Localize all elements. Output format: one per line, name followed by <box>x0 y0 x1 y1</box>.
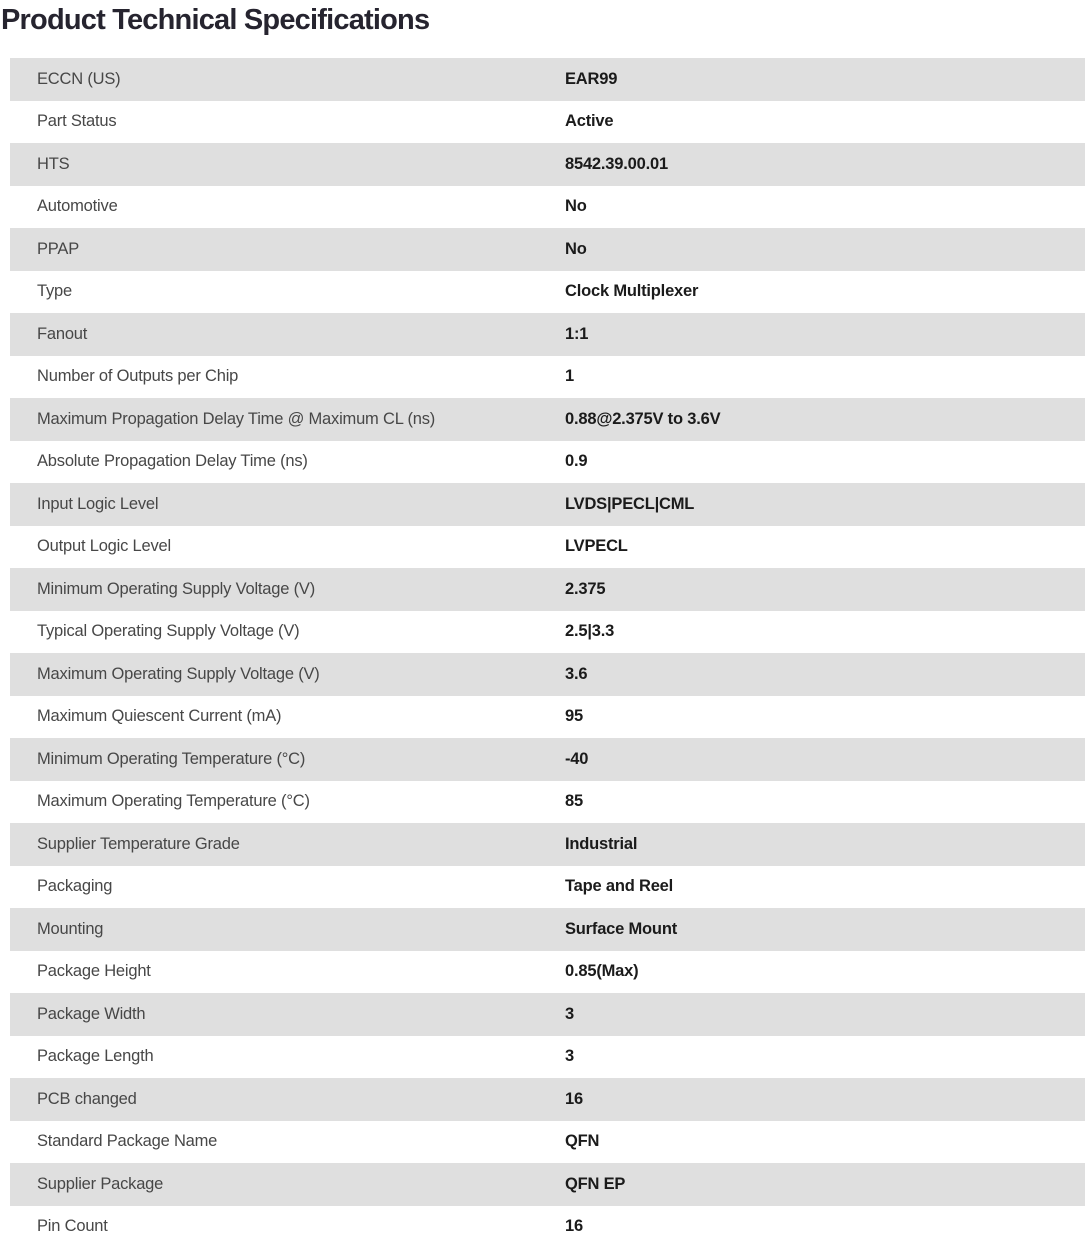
spec-attribute-label: Supplier Temperature Grade <box>37 834 240 853</box>
spec-attribute-label: Standard Package Name <box>37 1132 218 1151</box>
spec-attribute-label: Maximum Quiescent Current (mA) <box>37 707 282 726</box>
spec-attribute-label: Number of Outputs per Chip <box>37 367 239 386</box>
spec-attribute-label: Supplier Package <box>37 1174 164 1193</box>
spec-table-row <box>10 611 1085 654</box>
spec-table-row <box>10 653 1085 696</box>
spec-attribute-label: Type <box>37 282 72 301</box>
spec-table-row <box>10 58 1085 101</box>
spec-attribute-label: Package Width <box>37 1004 146 1023</box>
spec-table-row <box>10 398 1085 441</box>
spec-attribute-value: 16 <box>565 1217 583 1236</box>
spec-attribute-value: QFN EP <box>565 1174 626 1193</box>
spec-attribute-label: HTS <box>37 154 70 173</box>
spec-attribute-label: Maximum Propagation Delay Time @ Maximum CL (ns) <box>37 409 436 428</box>
spec-attribute-value: LVPECL <box>565 537 628 556</box>
spec-table-row <box>10 186 1085 229</box>
spec-attribute-value: No <box>565 239 587 258</box>
spec-attribute-value: 2.5|3.3 <box>565 622 615 641</box>
spec-attribute-label: Package Length <box>37 1047 154 1066</box>
spec-attribute-value: 3 <box>565 1047 574 1066</box>
spec-attribute-value: Surface Mount <box>565 919 677 938</box>
spec-attribute-label: Minimum Operating Supply Voltage (V) <box>37 579 316 598</box>
spec-table-row <box>10 228 1085 271</box>
spec-attribute-label: Minimum Operating Temperature (°C) <box>37 749 306 768</box>
spec-table-row <box>10 866 1085 909</box>
spec-attribute-value: 0.9 <box>565 452 588 471</box>
spec-table-row <box>10 526 1085 569</box>
spec-attribute-value: 85 <box>565 792 583 811</box>
spec-table-row <box>10 313 1085 356</box>
spec-attribute-label: Absolute Propagation Delay Time (ns) <box>37 452 308 471</box>
spec-attribute-label: Automotive <box>37 197 118 216</box>
spec-attribute-label: Typical Operating Supply Voltage (V) <box>37 622 300 641</box>
spec-table-row <box>10 1036 1085 1079</box>
spec-attribute-value: 8542.39.00.01 <box>565 154 668 173</box>
spec-attribute-value: 2.375 <box>565 579 606 598</box>
spec-table-row <box>10 356 1085 399</box>
spec-attribute-value: Clock Multiplexer <box>565 282 699 301</box>
spec-attribute-value: 0.85(Max) <box>565 962 639 981</box>
spec-attribute-label: Package Height <box>37 962 151 981</box>
spec-attribute-value: 95 <box>565 707 583 726</box>
spec-attribute-value: QFN <box>565 1132 600 1151</box>
spec-attribute-value: 3 <box>565 1004 574 1023</box>
spec-attribute-label: Packaging <box>37 877 113 896</box>
spec-table-row <box>10 441 1085 484</box>
spec-attribute-label: Part Status <box>37 112 117 131</box>
spec-table-row <box>10 1121 1085 1164</box>
spec-table-row <box>10 696 1085 739</box>
spec-attribute-value: Industrial <box>565 834 638 853</box>
spec-table-row <box>10 568 1085 611</box>
spec-table-row <box>10 143 1085 186</box>
spec-attribute-value: 0.88@2.375V to 3.6V <box>565 409 721 428</box>
spec-attribute-label: Pin Count <box>37 1217 108 1236</box>
spec-attribute-value: 3.6 <box>565 664 588 683</box>
spec-attribute-label: Input Logic Level <box>37 494 159 513</box>
spec-table-row <box>10 1163 1085 1206</box>
spec-attribute-value: Active <box>565 112 614 131</box>
spec-attribute-label: Maximum Operating Supply Voltage (V) <box>37 664 320 683</box>
spec-attribute-value: LVDS|PECL|CML <box>565 494 695 513</box>
spec-table-row <box>10 781 1085 824</box>
spec-attribute-value: 1:1 <box>565 324 589 343</box>
spec-attribute-label: Fanout <box>37 324 88 343</box>
spec-attribute-value: Tape and Reel <box>565 877 674 896</box>
technical-specifications-table <box>10 58 1085 1247</box>
spec-attribute-label: Maximum Operating Temperature (°C) <box>37 792 310 811</box>
spec-attribute-label: ECCN (US) <box>37 69 121 88</box>
spec-table-row <box>10 101 1085 144</box>
spec-table-row <box>10 1206 1085 1247</box>
spec-attribute-value: No <box>565 197 587 216</box>
spec-attribute-value: -40 <box>565 749 589 768</box>
spec-table-row <box>10 483 1085 526</box>
spec-attribute-label: PPAP <box>37 239 79 258</box>
spec-table-row <box>10 908 1085 951</box>
spec-attribute-value: 16 <box>565 1089 583 1108</box>
spec-table-row <box>10 271 1085 314</box>
spec-table-row <box>10 738 1085 781</box>
spec-attribute-label: Mounting <box>37 919 104 938</box>
spec-attribute-label: PCB changed <box>37 1089 137 1108</box>
spec-attribute-label: Output Logic Level <box>37 537 171 556</box>
spec-attribute-value: EAR99 <box>565 69 618 88</box>
spec-table-row <box>10 951 1085 994</box>
spec-attribute-value: 1 <box>565 367 574 386</box>
spec-table-row <box>10 993 1085 1036</box>
page-title: Product Technical Specifications <box>1 4 430 36</box>
spec-table-row <box>10 1078 1085 1121</box>
spec-table-row <box>10 823 1085 866</box>
